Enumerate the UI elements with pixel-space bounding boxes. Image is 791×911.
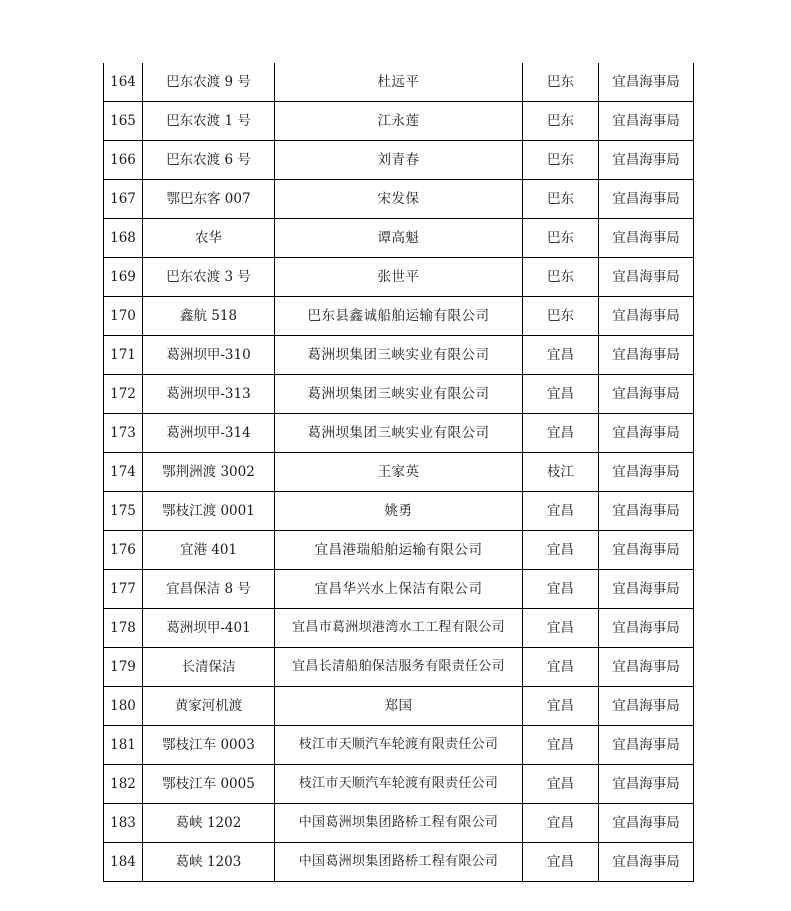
authority-cell: 宜昌海事局 (599, 843, 694, 882)
home-port-cell: 宜昌 (523, 726, 599, 765)
authority-cell: 宜昌海事局 (599, 609, 694, 648)
home-port-cell: 宜昌 (523, 375, 599, 414)
authority-cell: 宜昌海事局 (599, 453, 694, 492)
row-number-cell: 180 (104, 687, 143, 726)
home-port-cell: 宜昌 (523, 492, 599, 531)
home-port-cell: 宜昌 (523, 570, 599, 609)
table-row (104, 843, 694, 882)
owner-cell: 宜昌港瑞船舶运输有限公司 (275, 531, 523, 570)
authority-cell: 宜昌海事局 (599, 63, 694, 102)
row-number-cell: 172 (104, 375, 143, 414)
row-number-cell: 179 (104, 648, 143, 687)
row-number-cell: 166 (104, 141, 143, 180)
table-row (104, 258, 694, 297)
vessel-name-cell: 农华 (143, 219, 275, 258)
row-number-cell: 174 (104, 453, 143, 492)
vessel-name-cell: 鄂荆洲渡 3002 (143, 453, 275, 492)
table-row (104, 726, 694, 765)
row-number-cell: 176 (104, 531, 143, 570)
owner-cell: 葛洲坝集团三峡实业有限公司 (275, 414, 523, 453)
owner-cell: 中国葛洲坝集团路桥工程有限公司 (275, 843, 523, 882)
home-port-cell: 巴东 (523, 102, 599, 141)
authority-cell: 宜昌海事局 (599, 726, 694, 765)
owner-cell: 宋发保 (275, 180, 523, 219)
owner-cell: 枝江市天顺汽车轮渡有限责任公司 (275, 726, 523, 765)
owner-cell: 宜昌华兴水上保洁有限公司 (275, 570, 523, 609)
vessel-name-cell: 黄家河机渡 (143, 687, 275, 726)
vessel-name-cell: 葛洲坝甲-310 (143, 336, 275, 375)
row-number-cell: 183 (104, 804, 143, 843)
owner-cell: 姚勇 (275, 492, 523, 531)
table-row (104, 765, 694, 804)
home-port-cell: 巴东 (523, 258, 599, 297)
owner-cell: 王家英 (275, 453, 523, 492)
authority-cell: 宜昌海事局 (599, 687, 694, 726)
vessel-name-cell: 鄂枝江车 0003 (143, 726, 275, 765)
home-port-cell: 宜昌 (523, 336, 599, 375)
authority-cell: 宜昌海事局 (599, 765, 694, 804)
vessel-name-cell: 巴东农渡 6 号 (143, 141, 275, 180)
owner-cell: 宜昌长清船舶保洁服务有限责任公司 (275, 648, 523, 687)
row-number-cell: 181 (104, 726, 143, 765)
vessel-name-cell: 长清保洁 (143, 648, 275, 687)
table-row (104, 141, 694, 180)
authority-cell: 宜昌海事局 (599, 648, 694, 687)
owner-cell: 谭高魁 (275, 219, 523, 258)
owner-cell: 江永莲 (275, 102, 523, 141)
row-number-cell: 168 (104, 219, 143, 258)
table-row (104, 492, 694, 531)
vessel-name-cell: 葛洲坝甲-401 (143, 609, 275, 648)
row-number-cell: 164 (104, 63, 143, 102)
home-port-cell: 巴东 (523, 180, 599, 219)
owner-cell: 巴东县鑫诚船舶运输有限公司 (275, 297, 523, 336)
authority-cell: 宜昌海事局 (599, 141, 694, 180)
table-row (104, 453, 694, 492)
row-number-cell: 184 (104, 843, 143, 882)
table-row (104, 297, 694, 336)
row-number-cell: 165 (104, 102, 143, 141)
table-body (104, 63, 694, 882)
vessel-name-cell: 葛峡 1203 (143, 843, 275, 882)
row-number-cell: 171 (104, 336, 143, 375)
vessel-name-cell: 鄂巴东客 007 (143, 180, 275, 219)
authority-cell: 宜昌海事局 (599, 531, 694, 570)
home-port-cell: 宜昌 (523, 414, 599, 453)
vessel-name-cell: 葛峡 1202 (143, 804, 275, 843)
table-row (104, 570, 694, 609)
owner-cell: 张世平 (275, 258, 523, 297)
owner-cell: 葛洲坝集团三峡实业有限公司 (275, 375, 523, 414)
table-row (104, 219, 694, 258)
table-row (104, 414, 694, 453)
home-port-cell: 宜昌 (523, 804, 599, 843)
authority-cell: 宜昌海事局 (599, 570, 694, 609)
table-row (104, 63, 694, 102)
authority-cell: 宜昌海事局 (599, 180, 694, 219)
home-port-cell: 宜昌 (523, 843, 599, 882)
row-number-cell: 178 (104, 609, 143, 648)
authority-cell: 宜昌海事局 (599, 375, 694, 414)
owner-cell: 刘青春 (275, 141, 523, 180)
vessel-name-cell: 鄂枝江渡 0001 (143, 492, 275, 531)
vessel-name-cell: 巴东农渡 9 号 (143, 63, 275, 102)
row-number-cell: 175 (104, 492, 143, 531)
row-number-cell: 182 (104, 765, 143, 804)
home-port-cell: 宜昌 (523, 648, 599, 687)
authority-cell: 宜昌海事局 (599, 492, 694, 531)
authority-cell: 宜昌海事局 (599, 258, 694, 297)
vessel-name-cell: 巴东农渡 3 号 (143, 258, 275, 297)
authority-cell: 宜昌海事局 (599, 297, 694, 336)
owner-cell: 宜昌市葛洲坝港湾水工工程有限公司 (275, 609, 523, 648)
vessel-name-cell: 鄂枝江车 0005 (143, 765, 275, 804)
home-port-cell: 枝江 (523, 453, 599, 492)
authority-cell: 宜昌海事局 (599, 414, 694, 453)
vessel-name-cell: 鑫航 518 (143, 297, 275, 336)
row-number-cell: 169 (104, 258, 143, 297)
home-port-cell: 巴东 (523, 141, 599, 180)
vessel-name-cell: 宜港 401 (143, 531, 275, 570)
table-row (104, 804, 694, 843)
row-number-cell: 167 (104, 180, 143, 219)
authority-cell: 宜昌海事局 (599, 804, 694, 843)
vessel-name-cell: 巴东农渡 1 号 (143, 102, 275, 141)
table-row (104, 102, 694, 141)
home-port-cell: 宜昌 (523, 687, 599, 726)
table-row (104, 648, 694, 687)
row-number-cell: 170 (104, 297, 143, 336)
authority-cell: 宜昌海事局 (599, 219, 694, 258)
table-row (104, 180, 694, 219)
owner-cell: 葛洲坝集团三峡实业有限公司 (275, 336, 523, 375)
home-port-cell: 巴东 (523, 219, 599, 258)
table-row (104, 375, 694, 414)
authority-cell: 宜昌海事局 (599, 336, 694, 375)
home-port-cell: 宜昌 (523, 765, 599, 804)
home-port-cell: 宜昌 (523, 531, 599, 570)
home-port-cell: 巴东 (523, 63, 599, 102)
vessel-name-cell: 葛洲坝甲-314 (143, 414, 275, 453)
vessel-name-cell: 葛洲坝甲-313 (143, 375, 275, 414)
table-row (104, 531, 694, 570)
table-row (104, 687, 694, 726)
home-port-cell: 巴东 (523, 297, 599, 336)
owner-cell: 中国葛洲坝集团路桥工程有限公司 (275, 804, 523, 843)
owner-cell: 枝江市天顺汽车轮渡有限责任公司 (275, 765, 523, 804)
vessel-registry-table (103, 63, 694, 882)
home-port-cell: 宜昌 (523, 609, 599, 648)
row-number-cell: 177 (104, 570, 143, 609)
owner-cell: 郑国 (275, 687, 523, 726)
vessel-name-cell: 宜昌保洁 8 号 (143, 570, 275, 609)
table-row (104, 609, 694, 648)
table-row (104, 336, 694, 375)
owner-cell: 杜远平 (275, 63, 523, 102)
authority-cell: 宜昌海事局 (599, 102, 694, 141)
row-number-cell: 173 (104, 414, 143, 453)
